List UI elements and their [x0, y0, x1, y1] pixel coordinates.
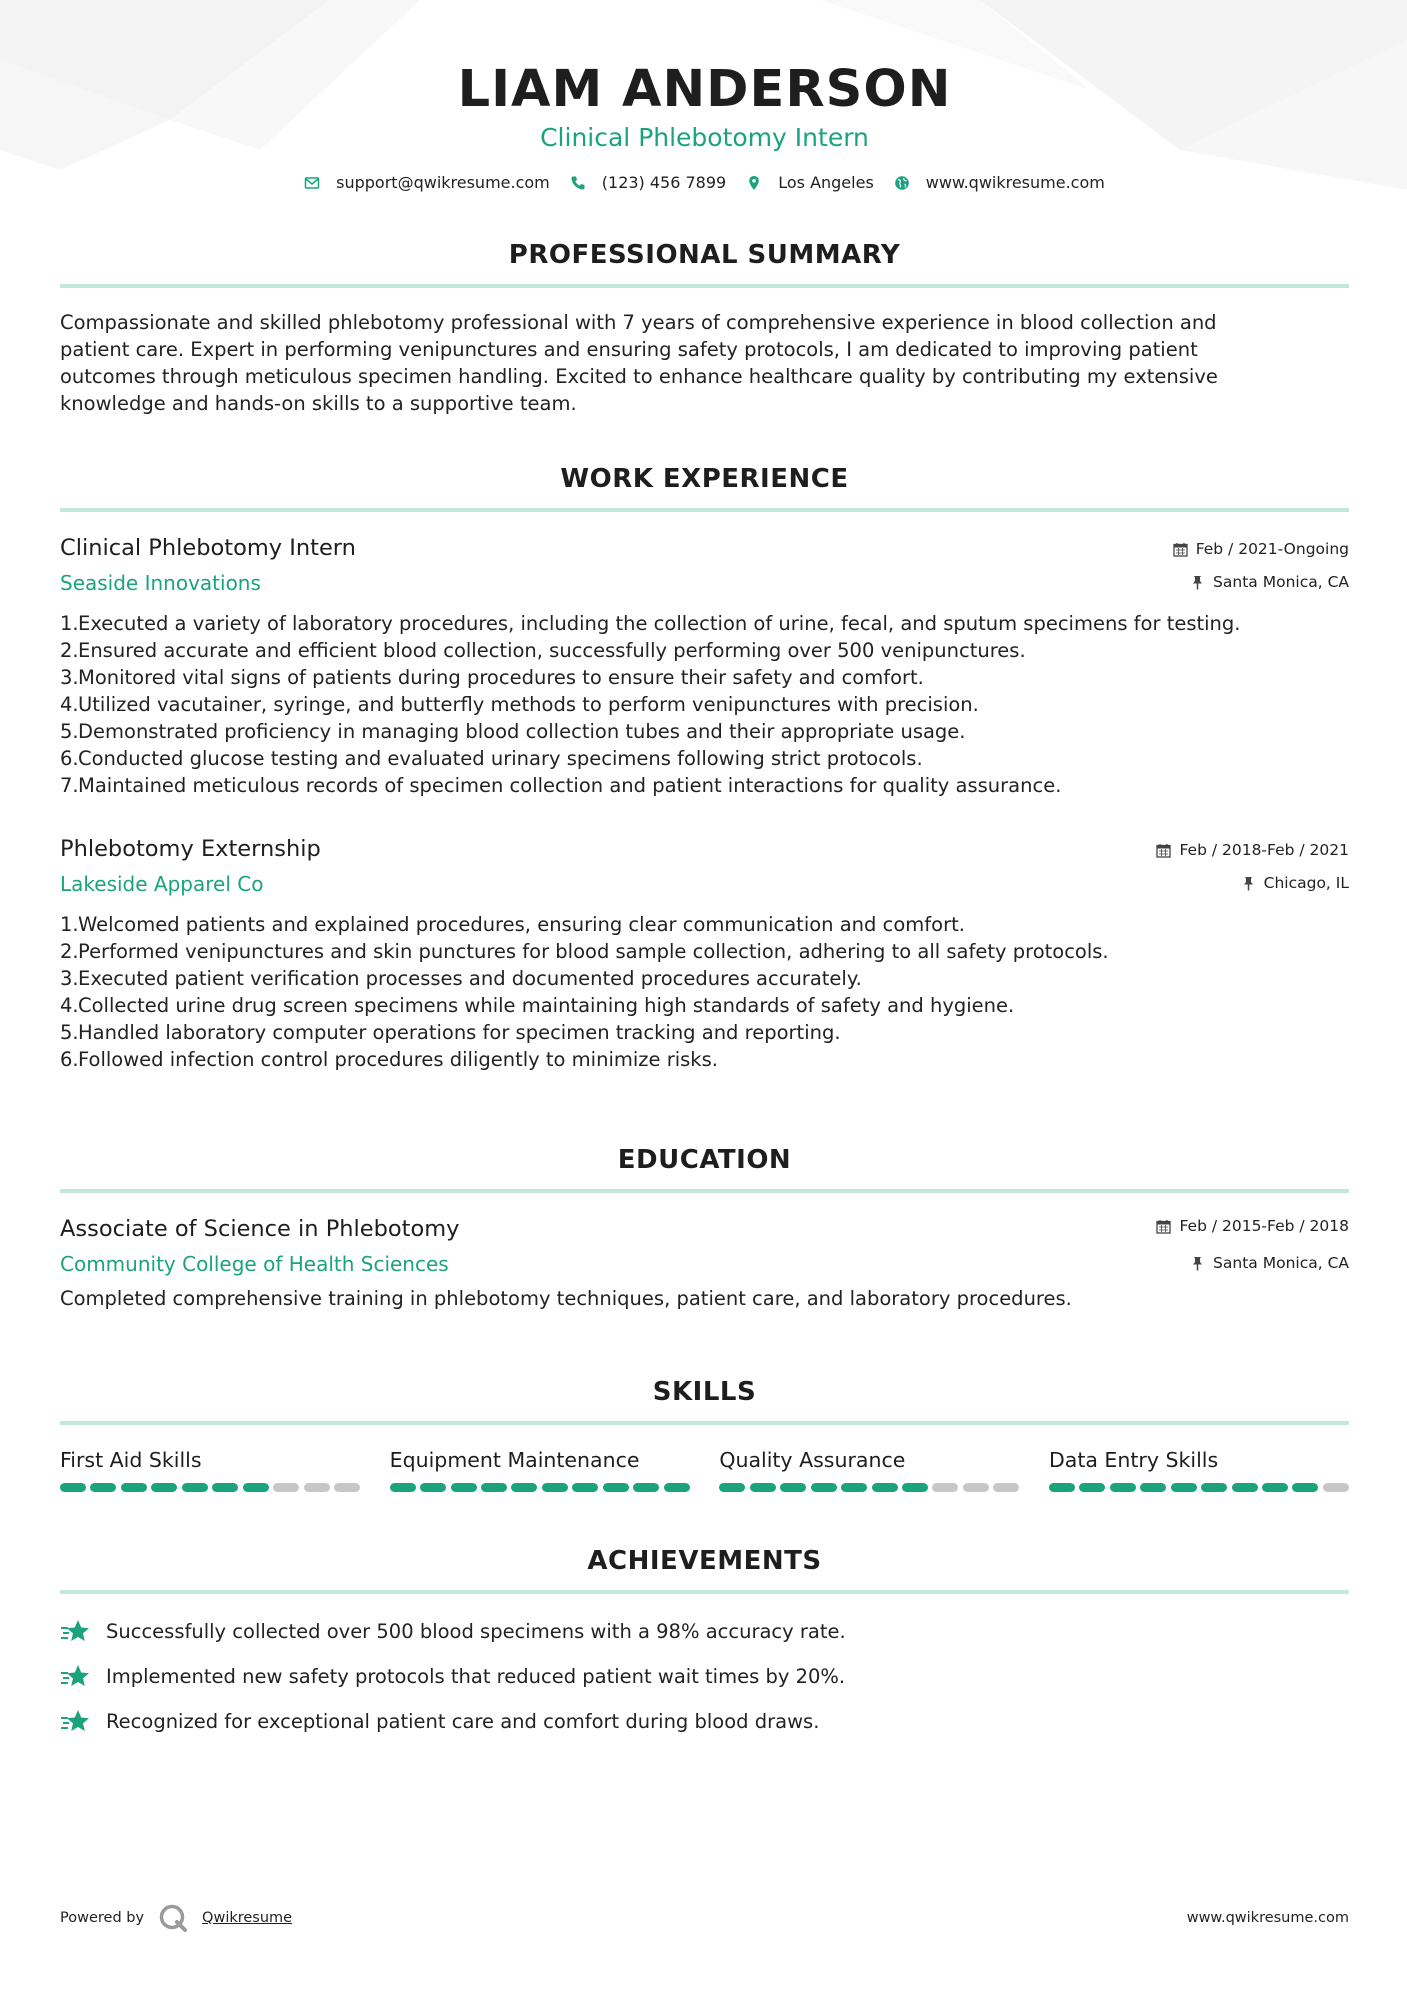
job-responsibilities	[60, 911, 1349, 1073]
skill-segment-empty	[273, 1483, 299, 1492]
summary-line: outcomes through meticulous specimen handling. Excited to enhance healthcare quality by contributing my extensive	[60, 365, 1218, 388]
skill-segment-filled	[390, 1483, 416, 1492]
section-divider	[60, 1189, 1349, 1193]
achievement-item	[60, 1654, 1349, 1699]
skill-segment-filled	[121, 1483, 147, 1492]
skill-name: Data Entry Skills	[1048, 1448, 1219, 1472]
skill-segment-filled	[872, 1483, 898, 1492]
skill-segment-filled	[60, 1483, 86, 1492]
location-text: Los Angeles	[778, 173, 874, 192]
resume-page	[60, 0, 1349, 1990]
skill-segment-filled	[1171, 1483, 1197, 1492]
skills-list	[60, 1446, 1349, 1492]
globe-icon	[894, 175, 910, 191]
achievement-item	[60, 1609, 1349, 1654]
phone-text: (123) 456 7899	[601, 173, 727, 192]
skill-item	[719, 1446, 1019, 1492]
pushpin-icon	[1241, 876, 1256, 891]
candidate-title: Clinical Phlebotomy Intern	[540, 123, 869, 152]
date-range: Feb / 2018-Feb / 2021	[1179, 841, 1349, 859]
date-range: Feb / 2015-Feb / 2018	[1179, 1217, 1349, 1235]
achievement-text: Recognized for exceptional patient care and comfort during blood draws.	[106, 1709, 820, 1733]
skill-segment-filled	[633, 1483, 659, 1492]
skill-segment-filled	[841, 1483, 867, 1492]
section-divider	[60, 508, 1349, 512]
skill-segment-empty	[932, 1483, 958, 1492]
skill-segment-empty	[963, 1483, 989, 1492]
candidate-name: LIAM ANDERSON	[457, 60, 952, 119]
list-item: 2. Performed venipunctures and skin punctures for blood sample collection, adhering to all safety protocols.	[60, 940, 1109, 963]
skill-segment-filled	[1232, 1483, 1258, 1492]
list-item: 5. Handled laboratory computer operations for specimen tracking and reporting.	[60, 1021, 841, 1044]
skill-level-bar	[719, 1483, 1019, 1492]
skill-segment-filled	[182, 1483, 208, 1492]
skill-segment-filled	[542, 1483, 568, 1492]
powered-by-label: Powered by	[60, 1910, 145, 1926]
list-item: 1. Executed a variety of laboratory procedures, including the collection of urine, fecal, and sputum specimens for testing.	[60, 612, 1241, 635]
summary-text	[60, 309, 1349, 417]
section-divider	[60, 284, 1349, 288]
skill-segment-filled	[719, 1483, 745, 1492]
job-location	[1241, 874, 1349, 892]
skill-segment-filled	[902, 1483, 928, 1492]
skill-segment-filled	[572, 1483, 598, 1492]
list-item: 6. Followed infection control procedures diligently to minimize risks.	[60, 1048, 718, 1071]
skill-item	[60, 1446, 360, 1492]
education-location	[1190, 1254, 1349, 1272]
achievements-heading: ACHIEVEMENTS	[587, 1546, 822, 1576]
brand-link[interactable]: Qwikresume	[202, 1910, 293, 1926]
list-item: 1. Welcomed patients and explained procedures, ensuring clear communication and comfort.	[60, 913, 965, 936]
skill-level-bar	[60, 1483, 360, 1492]
achievements-section	[60, 1544, 1349, 1594]
calendar-icon	[1156, 1219, 1171, 1234]
list-item: 5. Demonstrated proficiency in managing blood collection tubes and their appropriate usage.	[60, 720, 966, 743]
qwikresume-logo-icon	[158, 1903, 188, 1933]
skill-segment-filled	[780, 1483, 806, 1492]
education-entry	[60, 1214, 1349, 1312]
skill-level-bar	[1049, 1483, 1349, 1492]
contact-phone[interactable]	[570, 173, 726, 192]
job-dates	[1156, 841, 1349, 859]
list-item: 4. Utilized vacutainer, syringe, and butterfly methods to perform venipunctures with precision.	[60, 693, 979, 716]
summary-section	[60, 238, 1349, 417]
skill-item	[390, 1446, 690, 1492]
resume-header	[60, 58, 1349, 192]
job-entry	[60, 834, 1349, 1073]
skill-segment-filled	[420, 1483, 446, 1492]
skill-segment-empty	[334, 1483, 360, 1492]
skill-segment-filled	[243, 1483, 269, 1492]
email-text: support@qwikresume.com	[336, 173, 550, 192]
envelope-icon	[304, 175, 320, 191]
summary-line: Compassionate and skilled phlebotomy professional with 7 years of comprehensive experience in blood collection and	[60, 311, 1217, 334]
education-heading: EDUCATION	[617, 1145, 792, 1175]
star-icon	[60, 1616, 92, 1648]
achievement-text: Implemented new safety protocols that reduced patient wait times by 20%.	[106, 1664, 846, 1688]
school-name: Community College of Health Sciences	[60, 1252, 449, 1276]
pushpin-icon	[1190, 1256, 1205, 1271]
page-footer	[60, 1898, 1349, 1938]
contact-website[interactable]	[894, 173, 1105, 192]
summary-heading: PROFESSIONAL SUMMARY	[508, 240, 901, 270]
date-range: Feb / 2021-Ongoing	[1195, 540, 1349, 558]
phone-icon	[570, 175, 586, 191]
education-dates	[1156, 1217, 1349, 1235]
location: Chicago, IL	[1263, 874, 1349, 892]
contact-email[interactable]	[304, 173, 550, 192]
skill-segment-empty	[1323, 1483, 1349, 1492]
experience-heading: WORK EXPERIENCE	[560, 464, 849, 494]
skill-name: First Aid Skills	[60, 1448, 202, 1472]
skills-heading: SKILLS	[652, 1377, 757, 1407]
job-title: Phlebotomy Externship	[60, 836, 321, 862]
skills-section	[60, 1375, 1349, 1425]
company-name: Seaside Innovations	[60, 571, 261, 595]
skill-segment-filled	[750, 1483, 776, 1492]
skill-segment-filled	[1201, 1483, 1227, 1492]
skill-segment-empty	[304, 1483, 330, 1492]
job-dates	[1173, 540, 1349, 558]
skill-segment-filled	[1079, 1483, 1105, 1492]
map-pin-icon	[746, 175, 762, 191]
list-item: 7. Maintained meticulous records of specimen collection and patient interactions for quality assurance.	[60, 774, 1062, 797]
summary-line: knowledge and hands-on skills to a supportive team.	[60, 392, 577, 415]
skill-segment-filled	[90, 1483, 116, 1492]
skill-segment-filled	[603, 1483, 629, 1492]
skill-level-bar	[390, 1483, 690, 1492]
calendar-icon	[1156, 843, 1171, 858]
section-divider	[60, 1590, 1349, 1594]
list-item: 3. Executed patient verification processes and documented procedures accurately.	[60, 967, 862, 990]
skill-segment-filled	[1262, 1483, 1288, 1492]
summary-line: patient care. Expert in performing venipunctures and ensuring safety protocols, I am dedicated to improving patient	[60, 338, 1198, 361]
experience-section	[60, 462, 1349, 512]
skill-segment-empty	[993, 1483, 1019, 1492]
powered-by	[60, 1903, 292, 1933]
pushpin-icon	[1190, 575, 1205, 590]
list-item: 6. Conducted glucose testing and evaluated urinary specimens following strict protocols.	[60, 747, 923, 770]
job-entry	[60, 533, 1349, 799]
achievement-text: Successfully collected over 500 blood specimens with a 98% accuracy rate.	[106, 1619, 846, 1643]
skill-segment-filled	[664, 1483, 690, 1492]
skill-segment-filled	[212, 1483, 238, 1492]
website-text: www.qwikresume.com	[925, 173, 1105, 192]
skill-name: Quality Assurance	[719, 1448, 906, 1472]
star-icon	[60, 1661, 92, 1693]
star-icon	[60, 1706, 92, 1738]
list-item: 2. Ensured accurate and efficient blood collection, successfully performing over 500 venipunctures.	[60, 639, 1026, 662]
education-description: Completed comprehensive training in phlebotomy techniques, patient care, and laboratory procedures.	[60, 1287, 1072, 1310]
skill-segment-filled	[481, 1483, 507, 1492]
achievements-list	[60, 1609, 1349, 1744]
company-name: Lakeside Apparel Co	[60, 872, 264, 896]
job-responsibilities	[60, 610, 1349, 799]
section-divider	[60, 1421, 1349, 1425]
skill-segment-filled	[1049, 1483, 1075, 1492]
skill-segment-filled	[511, 1483, 537, 1492]
skill-segment-filled	[1110, 1483, 1136, 1492]
education-section	[60, 1143, 1349, 1193]
skill-name: Equipment Maintenance	[389, 1448, 640, 1472]
contact-bar	[60, 173, 1349, 192]
list-item: 4. Collected urine drug screen specimens while maintaining high standards of safety and hygiene.	[60, 994, 1015, 1017]
calendar-icon	[1173, 542, 1188, 557]
skill-segment-filled	[451, 1483, 477, 1492]
footer-website[interactable]: www.qwikresume.com	[1186, 1910, 1349, 1926]
contact-location	[746, 173, 874, 192]
location: Santa Monica, CA	[1213, 1254, 1349, 1272]
job-location	[1190, 573, 1349, 591]
skill-item	[1049, 1446, 1349, 1492]
job-title: Clinical Phlebotomy Intern	[60, 535, 356, 561]
skill-segment-filled	[151, 1483, 177, 1492]
skill-segment-filled	[811, 1483, 837, 1492]
location: Santa Monica, CA	[1213, 573, 1349, 591]
skill-segment-filled	[1292, 1483, 1318, 1492]
skill-segment-filled	[1140, 1483, 1166, 1492]
list-item: 3. Monitored vital signs of patients during procedures to ensure their safety and comfort.	[60, 666, 924, 689]
achievement-item	[60, 1699, 1349, 1744]
degree-title: Associate of Science in Phlebotomy	[60, 1216, 460, 1242]
